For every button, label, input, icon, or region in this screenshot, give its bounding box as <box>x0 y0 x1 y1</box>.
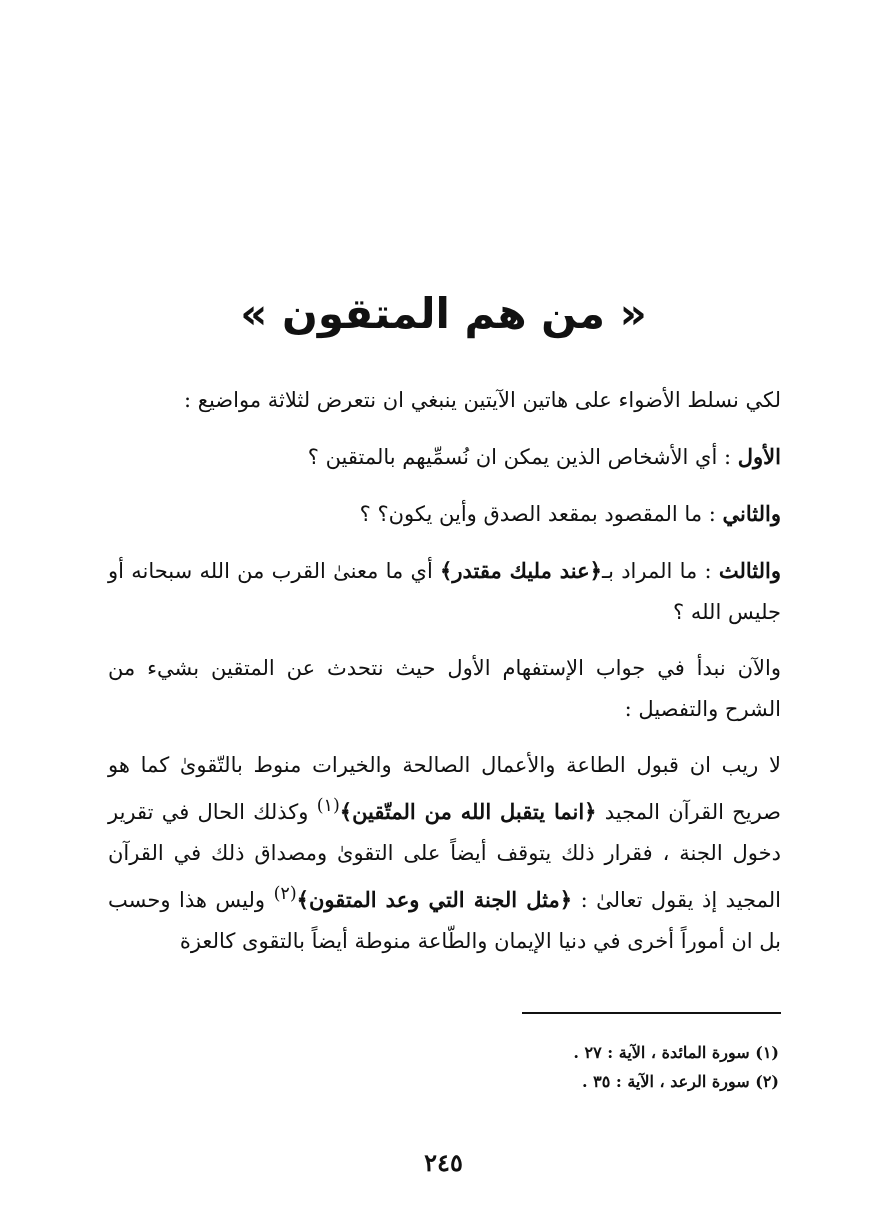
footnote-2: (٢) سورة الرعد ، الآية : ٣٥ . <box>581 1072 779 1091</box>
main-text <box>108 380 781 977</box>
question-label: الأول <box>737 444 781 469</box>
question-label: والثاني <box>722 501 781 526</box>
quran-quote-1: ﴿انما يتقبل الله من المتّقين﴾ <box>339 799 597 824</box>
question-text: : ما المراد بـ <box>601 559 712 583</box>
intro-paragraph: لكي نسلط الأضواء على هاتين الآيتين ينبغي ان نتعرض لثلاثة مواضيع : <box>184 388 781 412</box>
question-text-continued: أي ما معنىٰ القرب من الله سبحانه أو جليس الله ؟ <box>108 559 781 624</box>
chapter-title: « من هم المتقون » <box>240 289 647 338</box>
footnotes <box>379 1038 779 1096</box>
paragraph-two: والآن نبدأ في جواب الإستفهام الأول حيث نتحدث عن المتقين بشيء من الشرح والتفصيل : <box>108 656 781 721</box>
footnote-1: (١) سورة المائدة ، الآية : ٢٧ . <box>573 1043 779 1062</box>
paragraph-three-part3: وليس هذا وحسب بل ان أموراً أخرى في دنيا الإيمان والطّاعة منوطة أيضاً بالتقوى كالعزة <box>108 888 781 953</box>
question-text: : ما المقصود بمقعد الصدق وأين يكون؟ ؟ <box>359 502 716 526</box>
footnote-ref-1: (١) <box>316 796 340 816</box>
footnote-divider <box>522 1012 781 1014</box>
quran-quote: ﴿عند مليك مقتدر﴾ <box>440 558 602 583</box>
question-third <box>108 550 781 633</box>
page-number: ٢٤٥ <box>424 1148 463 1177</box>
paragraph-three-part2: وكذلك الحال في تقرير دخول الجنة ، فقرار ذلك يتوقف أيضاً على التقوىٰ ومصداق ذلك في القرآن المجيد إذ يقول تعالىٰ : <box>108 800 781 912</box>
question-label: والثالث <box>718 558 781 583</box>
question-text: : أي الأشخاص الذين يمكن ان نُسمِّيهم بالمتقين ؟ <box>307 445 732 469</box>
question-first <box>108 436 781 478</box>
paragraph-three-part1: لا ريب ان قبول الطاعة والأعمال الصالحة والخيرات منوط بالتّقوىٰ كما هو صريح القرآن المجيد <box>108 753 781 824</box>
footnote-ref-2: (٢) <box>273 884 297 904</box>
paragraph-three <box>108 745 781 962</box>
quran-quote-2: ﴿مثل الجنة التي وعد المتقون﴾ <box>296 887 573 912</box>
question-second <box>108 493 781 535</box>
